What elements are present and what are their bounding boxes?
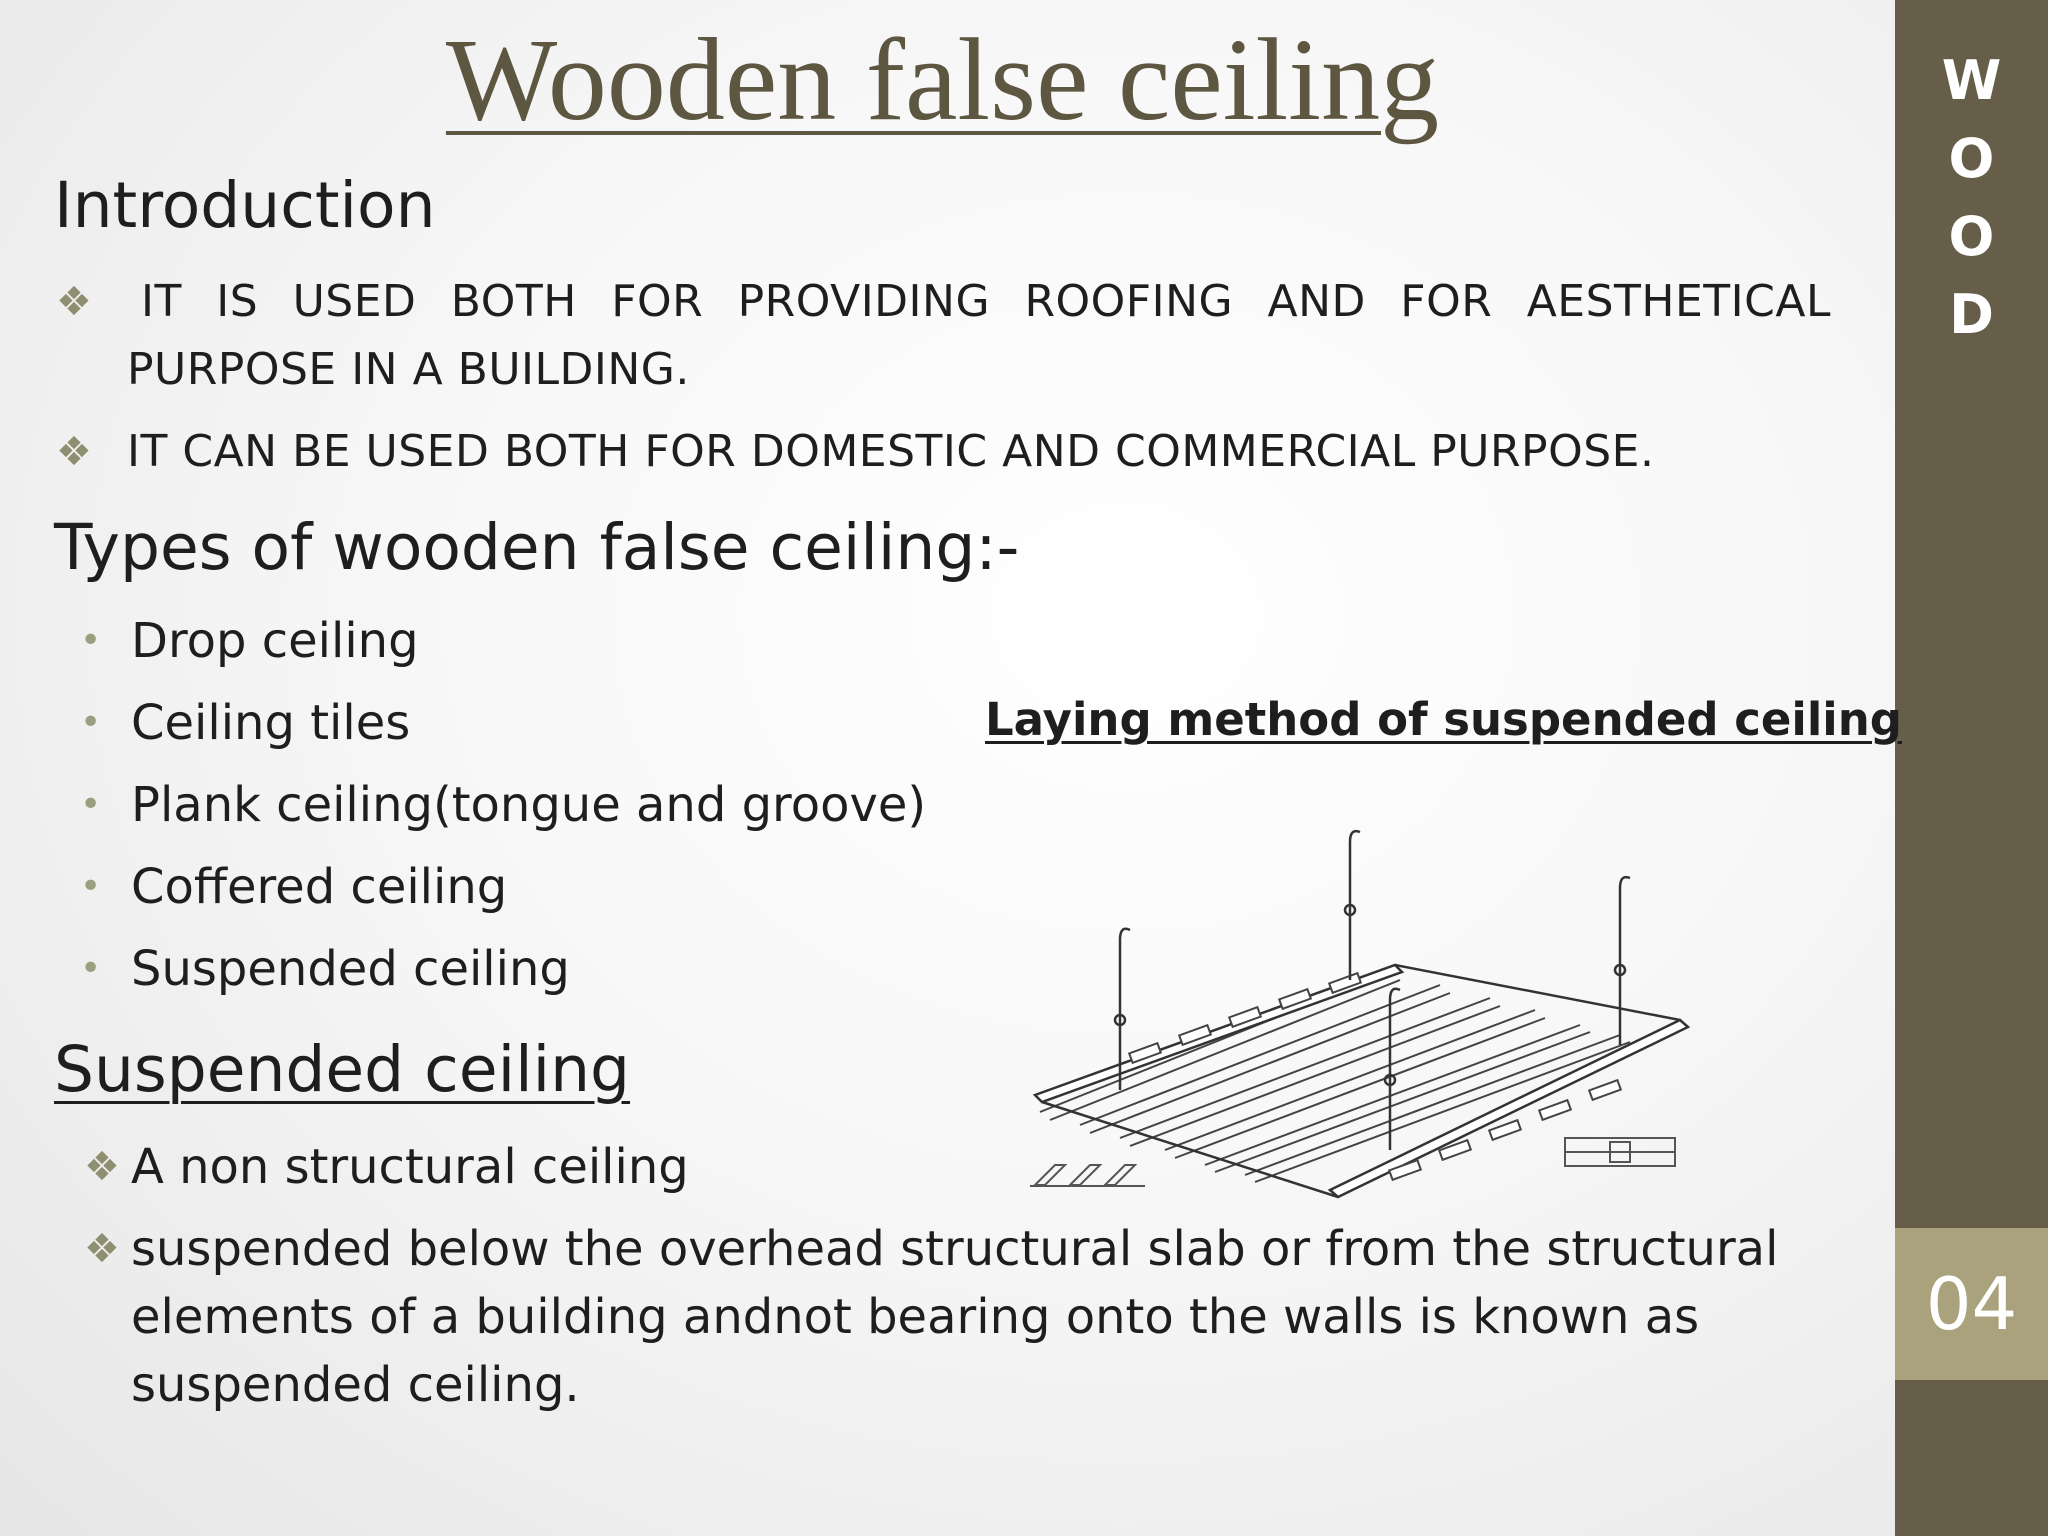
slide-title-text: Wooden false ceiling: [445, 14, 1440, 145]
slide-title: [0, 10, 1885, 150]
suspended-point-2-line-3: suspended ceiling.: [131, 1357, 580, 1413]
sidebar-letter: D: [1949, 283, 1994, 346]
sidebar-letter: W: [1941, 49, 2002, 112]
intro-point-2: IT CAN BE USED BOTH FOR DOMESTIC AND COMMERCIAL PURPOSE.: [127, 426, 1655, 477]
type-item: Plank ceiling(tongue and groove): [131, 777, 927, 833]
page-number-box: [1895, 1228, 2048, 1380]
suspended-point-2-line-1: suspended below the overhead structural slab or from the structural: [131, 1221, 1779, 1277]
intro-point-1-line-1: IT IS USED BOTH FOR PROVIDING ROOFING AND FOR AESTHETICAL: [141, 276, 1831, 327]
intro-heading: Introduction: [54, 169, 436, 242]
sidebar-letter: O: [1948, 205, 1995, 268]
figure-caption: [985, 690, 1902, 750]
diamond-cluster-icon: ❖: [56, 279, 92, 325]
bullet-icon: •: [80, 620, 102, 661]
bullet-icon: •: [80, 948, 102, 989]
types-heading: Types of wooden false ceiling:-: [54, 511, 1020, 584]
diamond-cluster-icon: ❖: [84, 1226, 120, 1272]
bullet-icon: •: [80, 866, 102, 907]
bullet-icon: •: [80, 702, 102, 743]
type-item: Suspended ceiling: [131, 941, 570, 997]
diamond-cluster-icon: ❖: [56, 429, 92, 475]
type-item: Drop ceiling: [131, 613, 419, 669]
diamond-cluster-icon: ❖: [84, 1144, 120, 1190]
type-item: Ceiling tiles: [131, 695, 411, 751]
suspended-heading-text: Suspended ceiling: [54, 1033, 631, 1106]
suspended-point-2-line-2: elements of a building andnot bearing onto the walls is known as: [131, 1289, 1700, 1345]
intro-point-1-line-2: PURPOSE IN A BUILDING.: [127, 344, 690, 395]
sidebar-letter: O: [1948, 127, 1995, 190]
figure-caption-text: Laying method of suspended ceiling: [985, 693, 1902, 746]
type-item: Coffered ceiling: [131, 859, 508, 915]
page-number: 04: [1925, 1262, 2018, 1346]
bullet-icon: •: [80, 784, 102, 825]
suspended-heading: [54, 1030, 630, 1110]
suspended-point-1: A non structural ceiling: [131, 1139, 689, 1195]
